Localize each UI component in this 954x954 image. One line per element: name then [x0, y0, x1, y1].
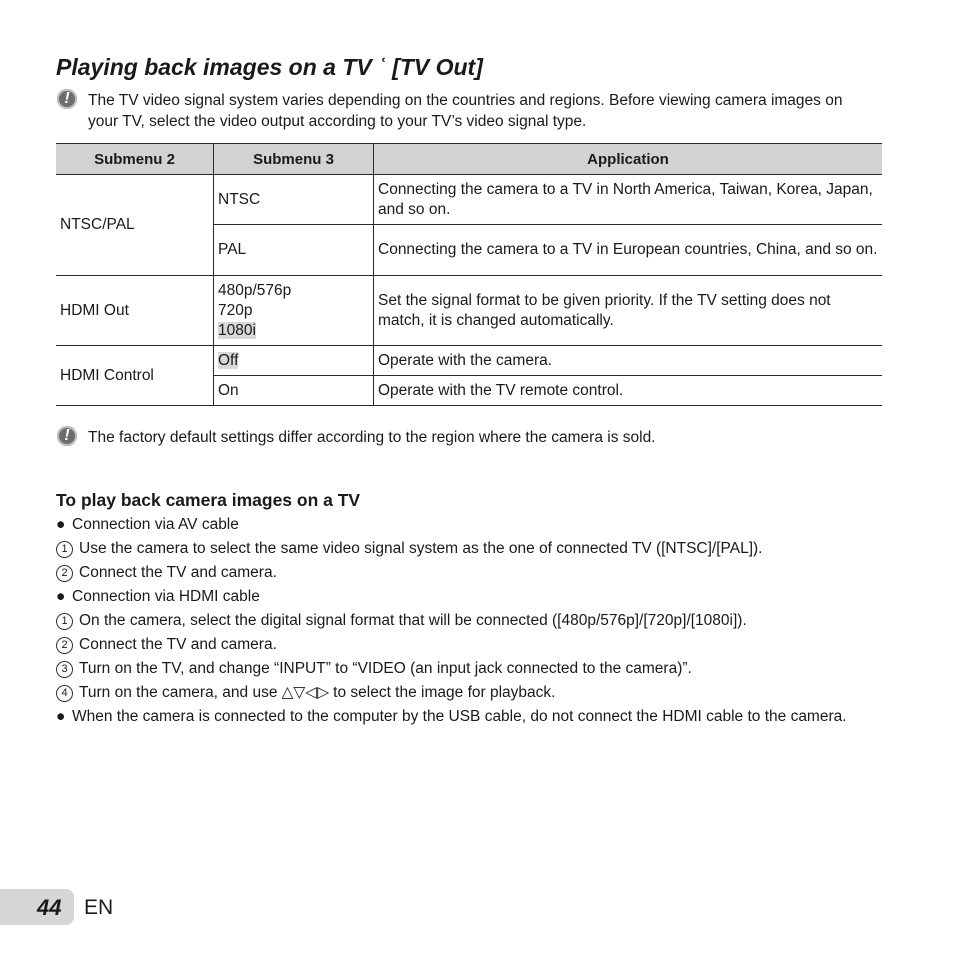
cell-application: Connecting the camera to a TV in European countries, China, and so on.	[374, 225, 883, 276]
list-item: 2 Connect the TV and camera.	[56, 634, 876, 655]
cell-submenu-2: HDMI Control	[56, 346, 214, 406]
playback-steps	[56, 514, 876, 730]
caution-icon: !	[57, 89, 77, 109]
step-number: 1	[56, 541, 73, 558]
cell-submenu-2: HDMI Out	[56, 276, 214, 346]
cell-submenu-3: NTSC	[214, 175, 374, 225]
list-item: 3 Turn on the TV, and change “INPUT” to “VIDEO (an input jack connected to the camera)”.	[56, 658, 876, 679]
bullet-icon: ●	[56, 516, 66, 533]
option-off-default: Off	[218, 351, 239, 369]
step-number: 1	[56, 613, 73, 630]
cell-submenu-3	[214, 346, 374, 376]
step-number: 4	[56, 685, 73, 702]
option-720p: 720p	[218, 301, 253, 319]
list-item: ● Connection via AV cable	[56, 516, 239, 533]
bullet-icon: ●	[56, 708, 66, 726]
list-item: 1 On the camera, select the digital signal format that will be connected ([480p/576p]/[720p]/[1080i]).	[56, 610, 876, 631]
list-item: 4 Turn on the camera, and use △▽◁▷ to select the image for playback.	[56, 682, 876, 703]
list-item: ● Connection via HDMI cable	[56, 588, 260, 605]
header-application: Application	[374, 144, 883, 175]
table-row	[56, 346, 882, 376]
note-video-signal: The TV video signal system varies depending on the countries and regions. Before viewing camera images on your TV, select the video output according to your TV’s video signal type.	[88, 92, 843, 130]
header-submenu-2: Submenu 2	[56, 144, 214, 175]
list-item: ● When the camera is connected to the computer by the USB cable, do not connect the HDMI cable to the camera.	[56, 708, 847, 726]
cell-application: Set the signal format to be given priority. If the TV setting does not match, it is changed automatically.	[374, 276, 883, 346]
cell-submenu-2: NTSC/PAL	[56, 175, 214, 276]
caution-icon: !	[57, 426, 77, 446]
step-number: 2	[56, 637, 73, 654]
note-factory-default: The factory default settings differ according to the region where the camera is sold.	[88, 429, 656, 446]
cell-submenu-3: On	[214, 376, 374, 406]
header-submenu-3: Submenu 3	[214, 144, 374, 175]
table-header-row	[56, 144, 882, 175]
table-row	[56, 175, 882, 225]
list-item: 1 Use the camera to select the same video signal system as the one of connected TV ([NTSC]/[PAL]).	[56, 538, 876, 559]
cell-submenu-3: PAL	[214, 225, 374, 276]
cell-submenu-3	[214, 276, 374, 346]
language-label: EN	[84, 896, 114, 919]
table-row	[56, 276, 882, 346]
step-number: 3	[56, 661, 73, 678]
step-number: 2	[56, 565, 73, 582]
cell-application: Operate with the TV remote control.	[374, 376, 883, 406]
page-title: Playing back images on a TV ʿ [TV Out]	[56, 54, 483, 80]
tv-out-settings-table	[56, 143, 882, 406]
section-heading: To play back camera images on a TV	[56, 490, 361, 510]
option-1080i-default: 1080i	[218, 321, 256, 339]
page-number: 44	[37, 895, 62, 920]
bullet-icon: ●	[56, 588, 66, 605]
arrow-keys-icon: △▽◁▷	[281, 684, 330, 702]
list-item: 2 Connect the TV and camera.	[56, 562, 876, 583]
cell-application: Operate with the camera.	[374, 346, 883, 376]
cell-application: Connecting the camera to a TV in North America, Taiwan, Korea, Japan, and so on.	[374, 175, 883, 225]
option-480p-576p: 480p/576p	[218, 281, 292, 299]
